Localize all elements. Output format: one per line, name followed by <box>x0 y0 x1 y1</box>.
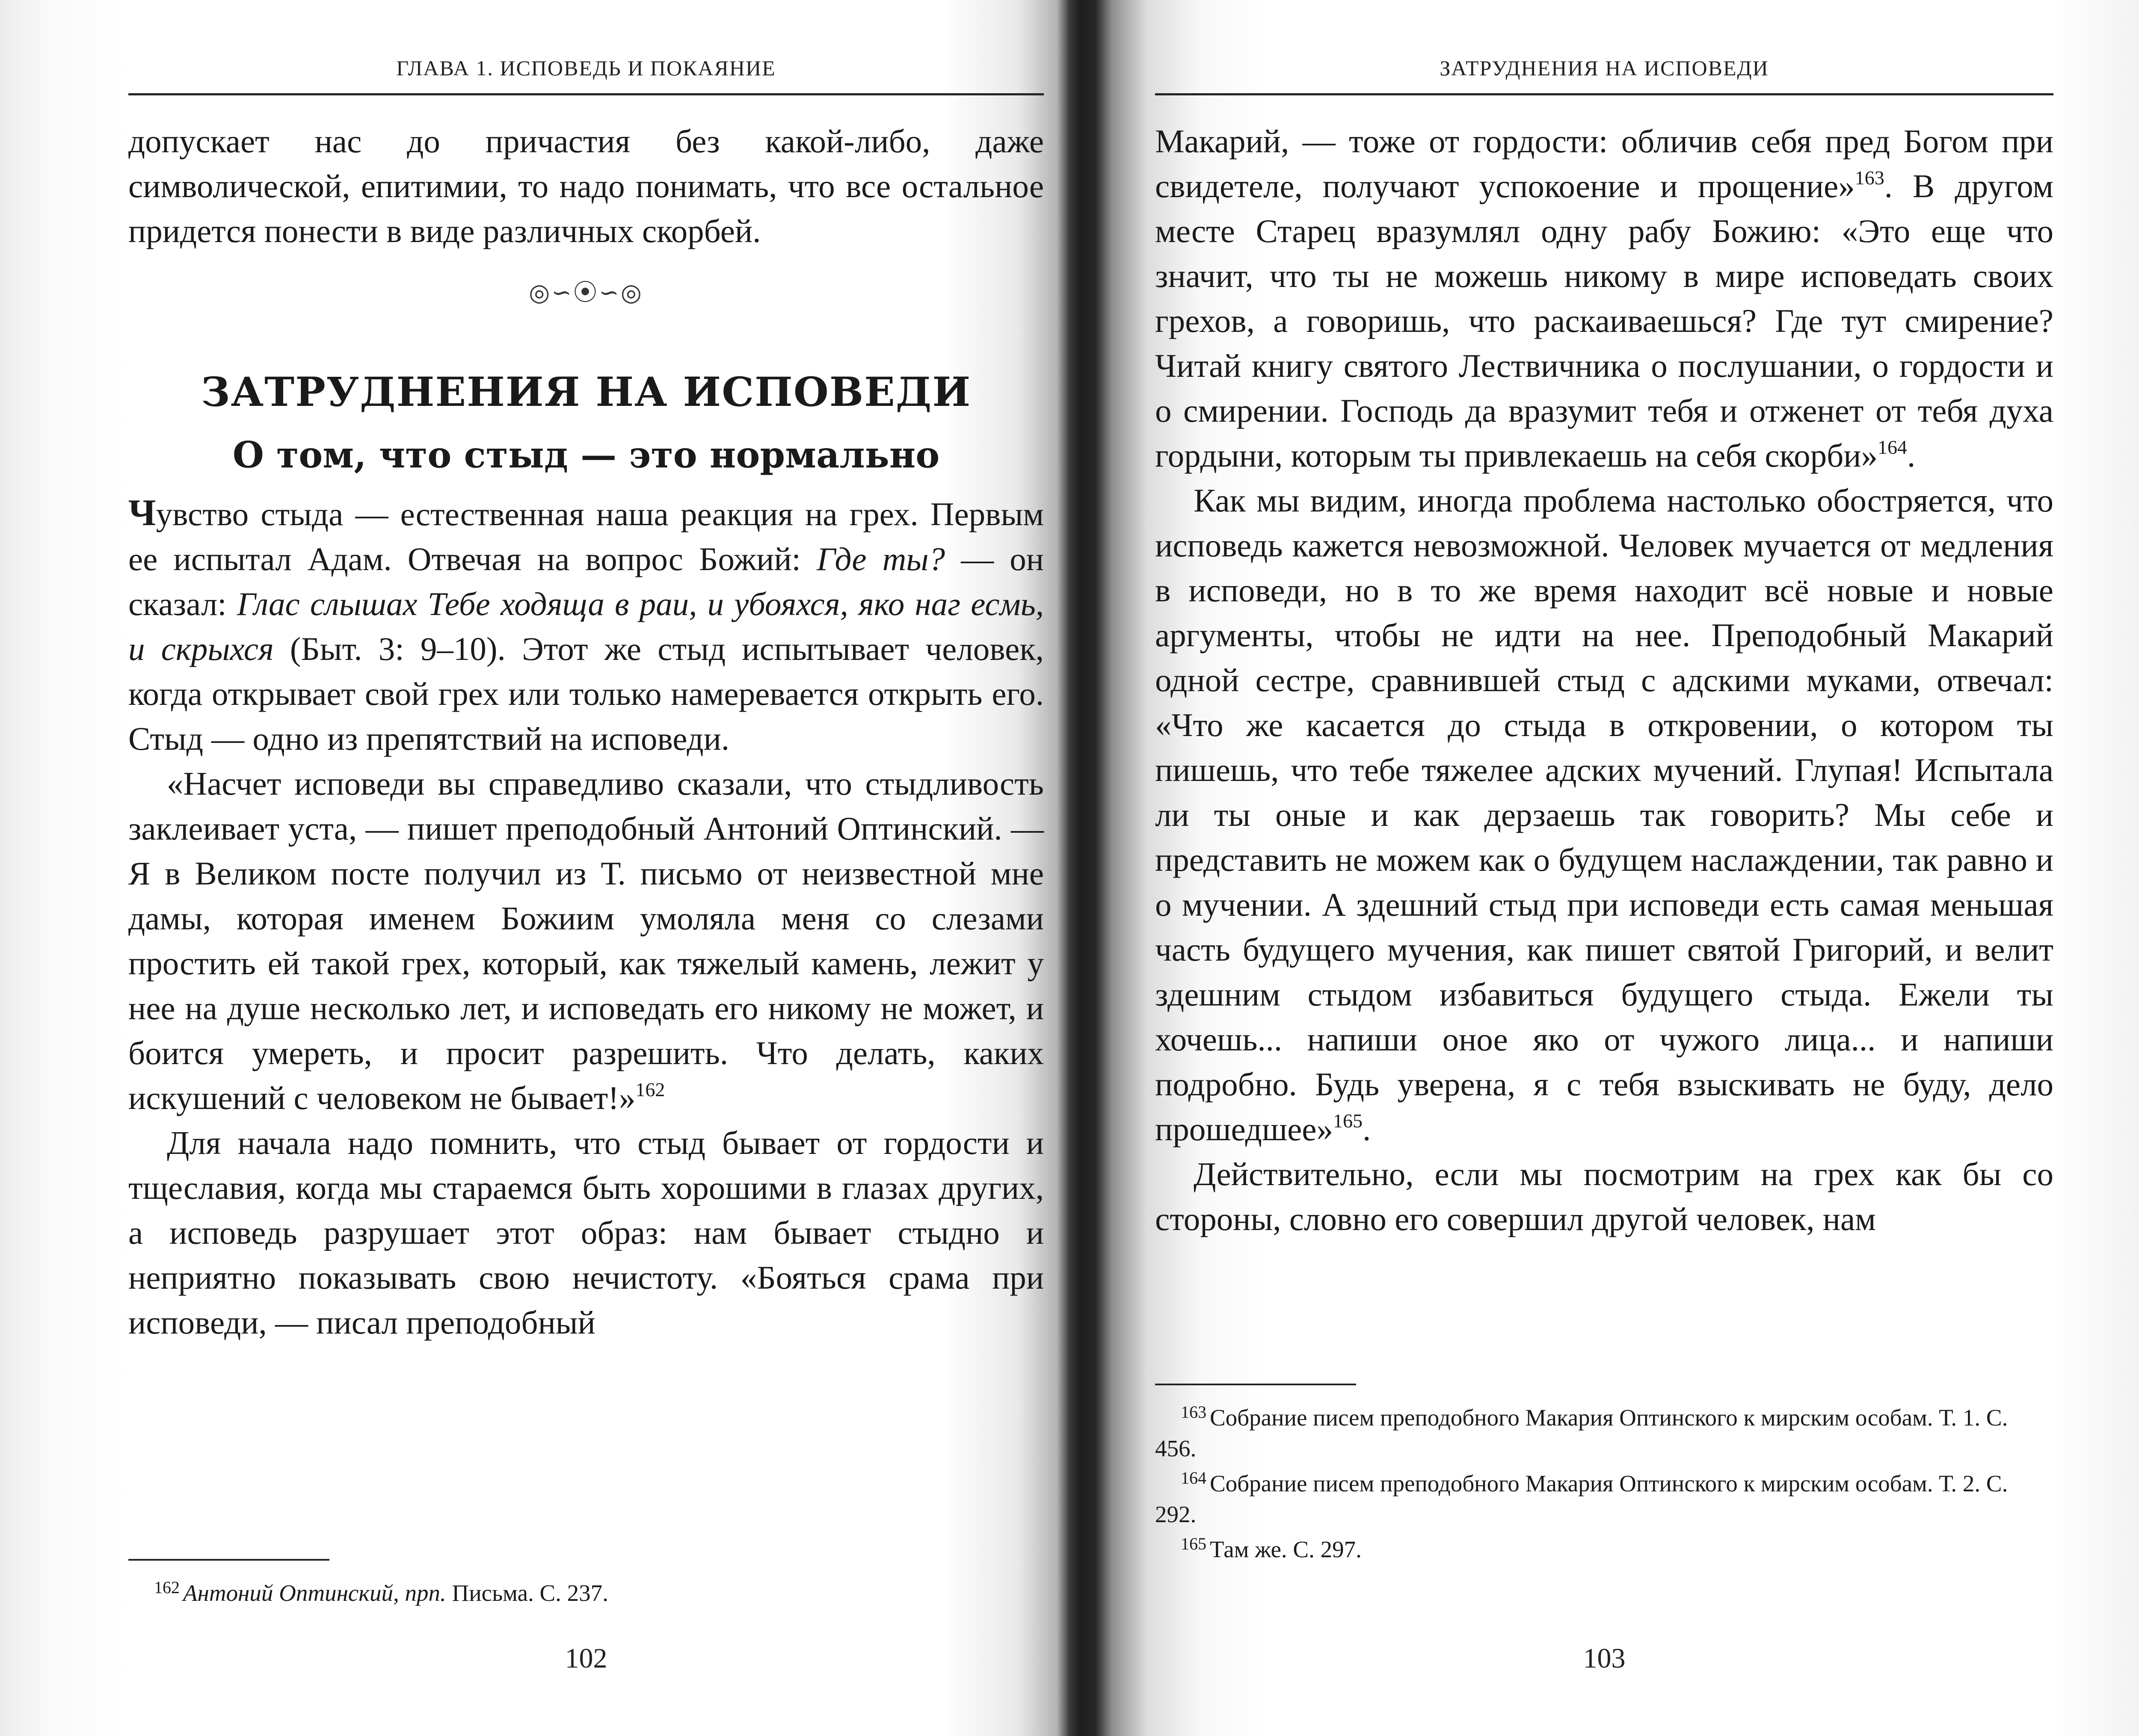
para-text: . В другом месте Старец вразумлял одну рабу Божию: «Это еще что значит, что ты не можешь никому в мире исповедать своих грехов, а говоришь, что раскаиваешься? Где тут смирение? Читай книгу святого Лествичника о послушании, о гордости и о смирении. Господь да вразумит тебя и отженет от тебя духа гордыни, которым ты привлекаешь на себя скорби» <box>1155 168 2053 474</box>
footnote-ref: 164 <box>1877 436 1907 458</box>
left-text-block <box>128 119 1044 1345</box>
para-text: . <box>1907 437 1916 474</box>
para-text: Макарий, — тоже от гордости: обличив себя пред Богом при свидетеле, получают успокоение и прощение» <box>1155 123 2053 204</box>
paragraph-antony-quote <box>128 761 1044 1121</box>
footnote-number: 164 <box>1181 1468 1206 1488</box>
footnote-ref: 162 <box>635 1079 665 1100</box>
para-text: «Насчет исповеди вы справедливо сказали, что стыдливость заклеивает уста, — пишет преподобный Антоний Оптинский. — Я в Великом посте получил из Т. письмо от неизвестной мне дамы, которая именем Божиим умоляла меня со слезами простить ей такой грех, который, как тяжелый камень, лежит у нее на душе несколько лет, и исповедать его никому не может, и боится умереть, и просит разрешить. Что делать, каких искушений с человеком не бывает!» <box>128 765 1044 1116</box>
right-text-block <box>1155 119 2053 1242</box>
drop-cap: Ч <box>128 492 156 534</box>
para-text: Как мы видим, иногда проблема настолько обостряется, что исповедь кажется невозможной. Человек мучается от медления в исповеди, но в то же время находит всё новые и новые аргументы, чтобы не идти на нее. Преподобный Макарий одной сестре, сравнившей стыд с адскими муками, отвечал: «Что же касается до стыда в откровении, о котором ты пишешь, что тебе тяжелее адских мучений. Глупая! Испытала ли ты оные и как дерзаешь так говорить? Мы себе и представить не можем как о будущем наслаждении, так равно и о мучении. А здешний стыд при исповеди есть самая меньшая часть будущего мучения, как пишет святой Григорий, и велит здешним стыдом избавиться будущего стыда. Ежели ты хочешь... напиши оное яко от чужого лица... и напиши подробно. Будь уверена, я с тебя взыскивать не буду, дело прошедшее» <box>1155 482 2053 1147</box>
footnote-number: 165 <box>1181 1534 1206 1553</box>
footnote-ref: 165 <box>1333 1110 1363 1132</box>
paragraph-shame <box>128 491 1044 761</box>
running-head-right: ЗАТРУДНЕНИЯ НА ИСПОВЕДИ <box>1440 56 1769 80</box>
para-text: увство стыда — естественная наша реакция на грех. Первым ее испытал Адам. Отвечая на вопрос Божий: <box>128 496 1044 577</box>
footnote-number: 162 <box>154 1578 180 1597</box>
para-text: . <box>1362 1111 1371 1147</box>
footnote-rule <box>1155 1384 1356 1385</box>
page-number-right: 103 <box>1583 1643 1626 1674</box>
footnote-author: Антоний Оптинский, прп. <box>183 1580 446 1606</box>
running-head-left: ГЛАВА 1. ИСПОВЕДЬ И ПОКАЯНИЕ <box>396 56 776 80</box>
footnote-text: Там же. С. 297. <box>1210 1536 1362 1562</box>
left-page <box>128 0 1044 1736</box>
page-number-left: 102 <box>565 1643 607 1674</box>
paragraph-makarius <box>1155 119 2053 478</box>
footnote-text: Собрание писем преподобного Макария Оптинского к мирским особам. Т. 1. С. 456. <box>1155 1405 2008 1461</box>
quote-italic: Глас слышах Тебе ходяща в раи, и убояхся, яко наг есмь, и скрыхся <box>128 586 1044 667</box>
footnote-text: Письма. С. 237. <box>446 1580 608 1606</box>
right-page <box>1155 0 2053 1736</box>
paragraph-problem <box>1155 478 2053 1152</box>
footnote-163 <box>1155 1402 2053 1464</box>
footnote-165 <box>1155 1534 2053 1565</box>
footnotes-left <box>128 1559 1044 1613</box>
footnote-rule <box>128 1559 329 1561</box>
ornament-divider-icon: ◎∽⦿∽◎ <box>529 280 643 306</box>
paragraph-pride: Для начала надо помнить, что стыд бывает от гордости и тщеславия, когда мы стараемся быть хорошими в глазах других, а исповедь разрушает этот образ: нам бывает стыдно и неприятно показывать свою нечистоту. «Бояться срама при исповеди, — писал преподобный <box>128 1124 1044 1341</box>
footnote-162 <box>128 1578 1044 1609</box>
footnote-number: 163 <box>1181 1402 1206 1422</box>
continuation-paragraph: допускает нас до причастия без какой-либо, даже символической, епитимии, то надо понимать, что все остальное придется понести в виде различных скорбей. <box>128 123 1044 249</box>
para-text: — он сказал: <box>128 541 1044 622</box>
section-title: ЗАТРУДНЕНИЯ НА ИСПОВЕДИ <box>201 369 972 416</box>
para-text: (Быт. 3: 9–10). Этот же стыд испытывает человек, когда открывает свой грех или только намеревается открыть его. Стыд — одно из препятствий на исповеди. <box>128 630 1044 757</box>
footnotes-right <box>1155 1384 2053 1569</box>
subsection-title: О том, что стыд — это нормально <box>232 434 940 476</box>
footnote-text: Собрание писем преподобного Макария Оптинского к мирским особам. Т. 2. С. 292. <box>1155 1470 2008 1527</box>
quote-italic: Где ты? <box>817 541 945 577</box>
header-rule-right <box>1155 93 2053 95</box>
footnote-164 <box>1155 1468 2053 1530</box>
footnote-ref: 163 <box>1855 167 1884 189</box>
header-rule-left <box>128 93 1044 95</box>
paragraph-outside-view: Действительно, если мы посмотрим на грех как бы со стороны, словно его совершил другой человек, нам <box>1155 1156 2053 1237</box>
